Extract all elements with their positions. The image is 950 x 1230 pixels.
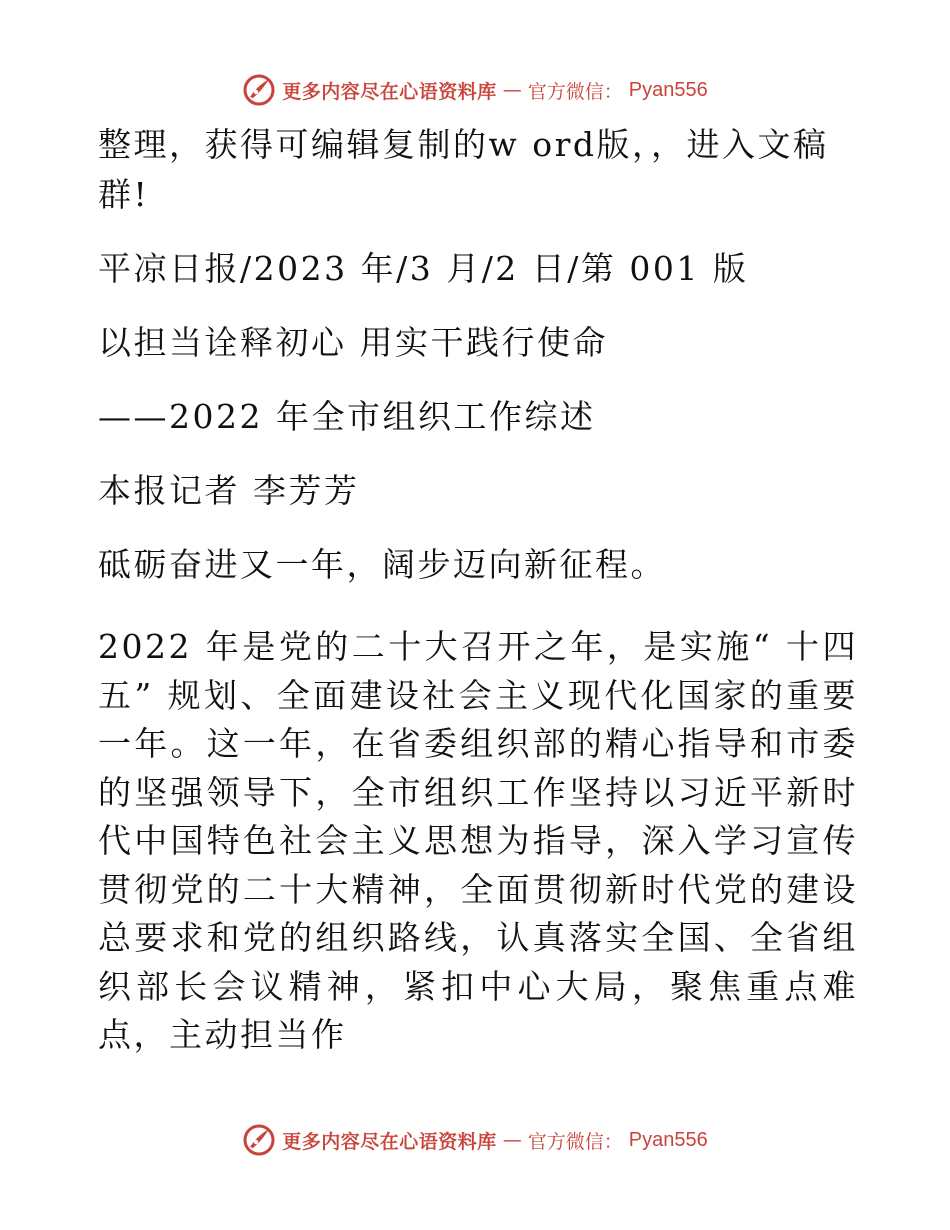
reporter-byline: 本报记者 李芳芳 [98, 471, 360, 510]
quill-pen-circle-icon [242, 1123, 276, 1157]
article-title: 以担当诠释初心 用实干践行使命 [98, 323, 608, 362]
watermark-main-text: 更多内容尽在心语资料库 [282, 1130, 497, 1153]
source-line: 平凉日报/2023 年/3 月/2 日/第 001 版 [98, 249, 749, 288]
watermark-dash: — [502, 1129, 522, 1151]
watermark-sub-text: 官方微信： [527, 1130, 623, 1153]
watermark-sub-text: 官方微信： [527, 80, 623, 103]
header-watermark [0, 70, 950, 110]
intro-paragraph: 整理，获得可编辑复制的w ord版，，进入文稿群! [98, 125, 829, 214]
article-subtitle: ——2022 年全市组织工作综述 [98, 397, 596, 436]
body-paragraph: 2022 年是党的二十大召开之年，是实施“ 十四五” 规划、全面建设社会主义现代化国家的重要一年。这一年，在省委组织部的精心指导和市委的坚强领导下，全市组织工作坚持以习近平新时代中国特色社会主义思想为指导，深入学习宣传贯彻党的二十大精神，全面贯彻新时代党的建设总要求和党的组织路线，认真落实全国、全省组织部长会议精神，紧扣中心大局，聚焦重点难点，主动担当作 [98, 627, 858, 1054]
lead-sentence: 砥砺奋进又一年，阔步迈向新征程。 [98, 545, 666, 584]
quill-pen-circle-icon [242, 73, 276, 107]
footer-watermark [0, 1120, 950, 1160]
watermark-main-text: 更多内容尽在心语资料库 [282, 80, 497, 103]
watermark-dash: — [502, 79, 522, 101]
watermark-wechat-id: Pyan556 [628, 78, 708, 101]
document-body [98, 120, 858, 1093]
watermark-wechat-id: Pyan556 [628, 1128, 708, 1151]
